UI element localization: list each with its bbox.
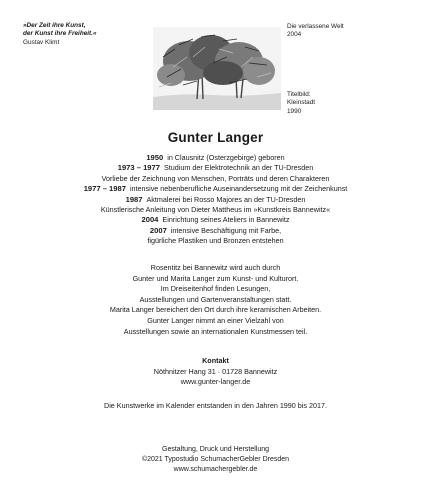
bio-row — [0, 236, 431, 246]
imprint-copyright: ©2021 Typostudio SchumacherGebler Dresden — [141, 455, 290, 463]
description-paragraph — [0, 263, 431, 337]
bio-text: in Clausnitz (Osterzgebirge) geboren — [167, 153, 285, 162]
bio-text: Aktmalerei bei Rosso Majores an der TU-Dresden — [146, 194, 306, 204]
quote-block — [23, 22, 97, 47]
paragraph-line: Ausstellungen sowie an internationalen Kunstmessen teil. — [123, 326, 308, 336]
paragraph-line: Im Dreiseitenhof finden Lesungen, — [160, 284, 271, 294]
bio-year: 1977 – 1987 — [83, 184, 126, 194]
bio-year: 2007 — [149, 225, 167, 235]
bio-row — [0, 215, 431, 225]
contact-block — [0, 356, 431, 388]
bio-row — [0, 174, 431, 184]
bio-text: Einrichtung seines Ateliers in Bannewitz — [162, 215, 290, 225]
bio-text: figürliche Plastiken und Bronzen entstehen — [147, 236, 284, 246]
bio-row — [0, 153, 431, 163]
artwork-caption — [287, 23, 344, 40]
paragraph-line: Marita Langer bereichert den Ort durch ihre keramischen Arbeiten. — [109, 305, 322, 315]
quote-author: Gustav Klimt — [23, 38, 60, 46]
artwork-title: Die verlassene Welt — [287, 23, 344, 30]
biography — [0, 153, 431, 247]
bio-text: intensive Beschäftigung mit Farbe, — [170, 225, 282, 235]
bio-year: 1987 — [125, 194, 143, 204]
bio-year: 1950 — [146, 153, 164, 162]
paragraph-line: Gunter und Marita Langer zum Kunst- und Kulturort. — [132, 273, 299, 283]
contact-address: Nöthnitzer Hang 31 · 01728 Bannewitz — [153, 366, 278, 376]
contact-website-link[interactable]: www.gunter-langer.de — [180, 377, 251, 387]
cover-caption-title: Kleinstadt — [287, 99, 316, 107]
bio-row — [0, 184, 431, 194]
imprint-footer — [0, 445, 431, 474]
artwork-drawing — [153, 27, 281, 110]
paragraph-line: Rosentitz bei Bannewitz wird auch durch — [150, 263, 281, 272]
bio-text: Künstlerische Anleitung von Dieter Mattheus im »Kunstkreis Bannewitz« — [100, 205, 331, 215]
bio-row — [0, 205, 431, 215]
bio-row — [0, 163, 431, 173]
cover-caption — [287, 91, 315, 116]
paragraph-line: Gunter Langer nimmt an einer Vielzahl von — [147, 315, 284, 325]
imprint-line: Gestaltung, Druck und Herstellung — [162, 446, 269, 453]
quote-line-2: der Kunst ihre Freiheit.« — [23, 30, 97, 38]
bio-text: Vorliebe der Zeichnung von Menschen, Porträts und deren Charakteren — [101, 173, 330, 183]
paragraph-line: Ausstellungen und Gartenveranstaltungen statt. — [139, 294, 292, 304]
page-title: Gunter Langer — [167, 130, 264, 145]
bio-row — [0, 226, 431, 236]
artwork-year: 2004 — [287, 31, 302, 39]
bio-year: 1973 – 1977 — [117, 163, 160, 173]
imprint-website-link[interactable]: www.schumachergebler.de — [173, 465, 258, 473]
cover-caption-year: 1990 — [287, 107, 302, 115]
contact-heading: Kontakt — [202, 356, 229, 365]
bio-text: intensive nebenberufliche Auseinandersetzung mit der Zeichenkunst — [129, 184, 348, 194]
bio-year: 2004 — [141, 215, 159, 225]
bio-text: Studium der Elektrotechnik an der TU-Dresden — [163, 163, 314, 173]
bio-row — [0, 195, 431, 205]
cover-caption-label: Titelbild: — [287, 91, 311, 98]
quote-line-1: »Der Zeit ihre Kunst, — [23, 22, 86, 29]
calendar-note: Die Kunstwerke im Kalender entstanden in den Jahren 1990 bis 2017. — [104, 401, 327, 410]
